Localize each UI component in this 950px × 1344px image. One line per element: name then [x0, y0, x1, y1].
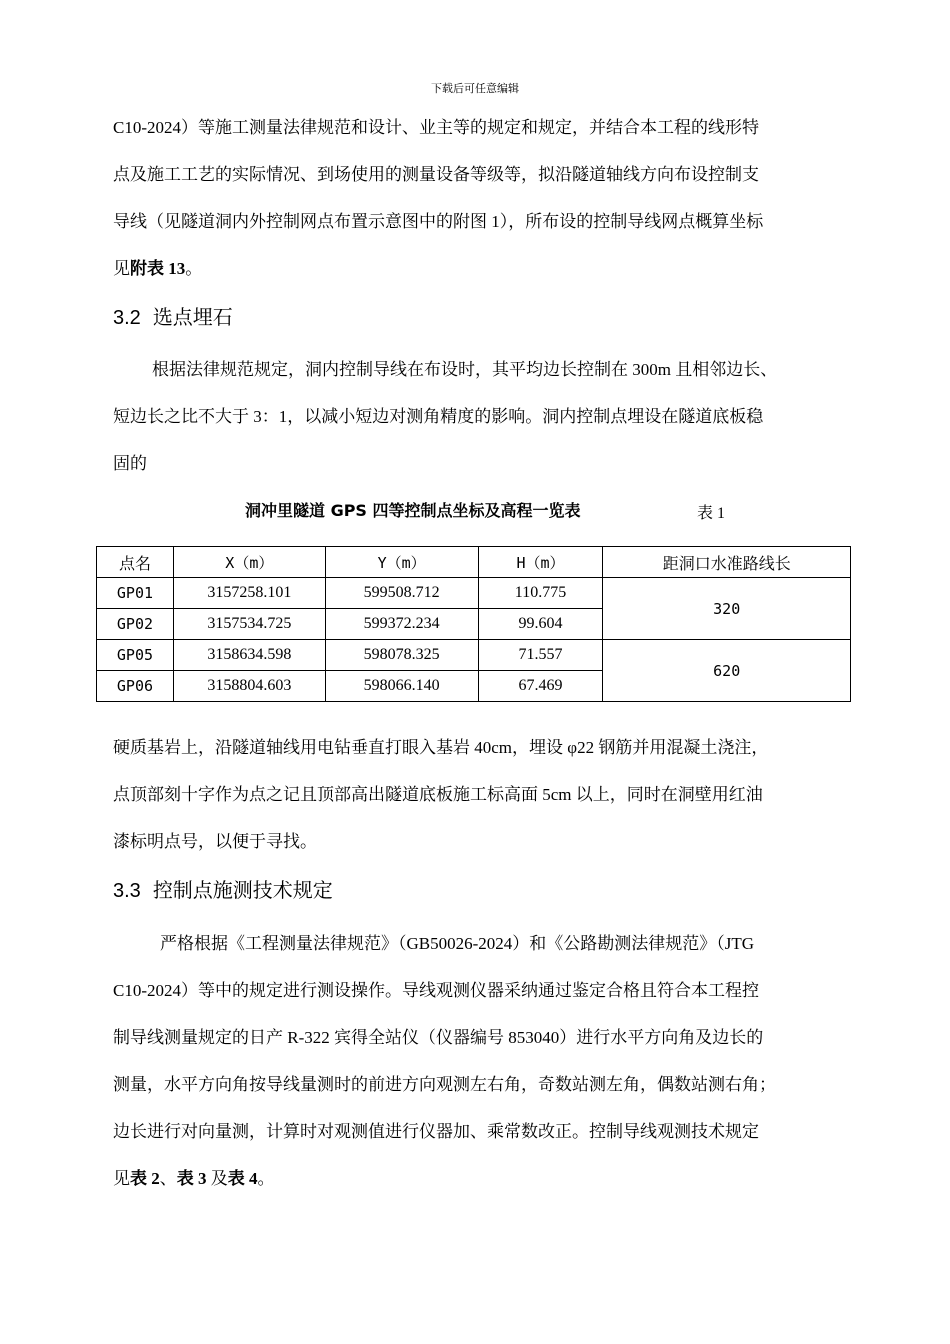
cell-y: 599372.234 [325, 609, 478, 640]
paragraph-1-line-1: C10-2024）等施工测量法律规范和设计、业主等的规定和规定，并结合本工程的线形特 [113, 118, 759, 137]
cell-point-name: GP05 [97, 640, 174, 671]
cell-y: 598066.140 [325, 671, 478, 702]
section-number: 3.2 [113, 307, 141, 329]
section-heading-3-2 [113, 303, 233, 332]
header-point-name: 点名 [97, 547, 174, 578]
header-y: Y（m） [325, 547, 478, 578]
cell-h: 99.604 [478, 609, 603, 640]
text: 见 [113, 259, 130, 278]
section-heading-3-3 [113, 876, 333, 905]
text: 、 [159, 1169, 177, 1188]
cell-x: 3158804.603 [173, 671, 325, 702]
table-header-row [97, 547, 851, 578]
paragraph-3-line-1: 硬质基岩上，沿隧道轴线用电钻垂直打眼入基岩 40cm，埋设 φ22 钢筋并用混凝土浇注， [113, 738, 769, 757]
paragraph-4-line-4: 测量，水平方向角按导线量测时的前进方向观测左右角，奇数站测左角，偶数站测右角； [113, 1075, 776, 1094]
text: 及 [206, 1169, 228, 1188]
paragraph-1-line-3: 导线（见隧道洞内外控制网点布置示意图中的附图 1），所布设的控制导线网点概算坐标 [113, 212, 764, 231]
paragraph-3-line-2: 点顶部刻十字作为点之记且顶部高出隧道底板施工标高面 5cm 以上，同时在洞壁用红油 [113, 785, 763, 804]
header-h: H（m） [478, 547, 603, 578]
cell-point-name: GP06 [97, 671, 174, 702]
table-row [97, 578, 851, 609]
text: 。 [185, 259, 203, 278]
header-x: X（m） [173, 547, 325, 578]
table-4-reference: 表 4 [227, 1169, 258, 1188]
paragraph-2-line-3: 固的 [113, 454, 147, 473]
paragraph-4-line-5: 边长进行对向量测，计算时对观测值进行仪器加、乘常数改正。控制导线观测技术规定 [113, 1122, 759, 1141]
table-number: 表 1 [697, 505, 726, 522]
control-point-table [96, 546, 851, 702]
paragraph-2-line-2: 短边长之比不大于 3：1，以减小短边对测角精度的影响。洞内控制点埋设在隧道底板稳 [113, 407, 764, 426]
cell-h: 71.557 [478, 640, 603, 671]
text: 。 [257, 1169, 275, 1188]
paragraph-3-line-3: 漆标明点号，以便于寻找。 [113, 832, 317, 851]
cell-point-name: GP02 [97, 609, 174, 640]
table-caption: 洞冲里隧道 GPS 四等控制点坐标及高程一览表 [245, 501, 581, 520]
cell-x: 3158634.598 [173, 640, 325, 671]
cell-distance: 320 [603, 578, 851, 640]
section-number: 3.3 [113, 880, 141, 902]
cell-h: 67.469 [478, 671, 603, 702]
table-3-reference: 表 3 [176, 1169, 207, 1188]
paragraph-1-line-4 [113, 245, 202, 292]
cell-y: 598078.325 [325, 640, 478, 671]
paragraph-4-line-1: 严格根据《工程测量法律规范》（GB50026-2024）和《公路勘测法律规范》（JTG [160, 934, 755, 953]
paragraph-4-line-6 [113, 1155, 275, 1202]
paragraph-4-line-2: C10-2024）等中的规定进行测设操作。导线观测仪器采纳通过鉴定合格且符合本工程控 [113, 981, 759, 1000]
table-2-reference: 表 2 [130, 1169, 160, 1188]
appendix-table-reference: 附表 13 [130, 259, 186, 278]
paragraph-1-line-2: 点及施工工艺的实际情况、到场使用的测量设备等级等，拟沿隧道轴线方向布设控制支 [113, 165, 759, 184]
section-title: 选点埋石 [152, 305, 233, 329]
text: 见 [113, 1169, 130, 1188]
cell-y: 599508.712 [325, 578, 478, 609]
cell-distance: 620 [603, 640, 851, 702]
paragraph-2-line-1: 根据法律规范规定，洞内控制导线在布设时，其平均边长控制在 300m 且相邻边长、 [152, 360, 778, 379]
cell-x: 3157534.725 [173, 609, 325, 640]
cell-point-name: GP01 [97, 578, 174, 609]
cell-x: 3157258.101 [173, 578, 325, 609]
paragraph-4-line-3: 制导线测量规定的日产 R-322 宾得全站仪（仪器编号 853040）进行水平方向角及边长的 [113, 1028, 764, 1047]
table-row [97, 640, 851, 671]
header-distance: 距洞口水准路线长 [603, 547, 851, 578]
page-header: 下载后可任意编辑 [431, 82, 519, 95]
section-title: 控制点施测技术规定 [152, 878, 333, 902]
cell-h: 110.775 [478, 578, 603, 609]
